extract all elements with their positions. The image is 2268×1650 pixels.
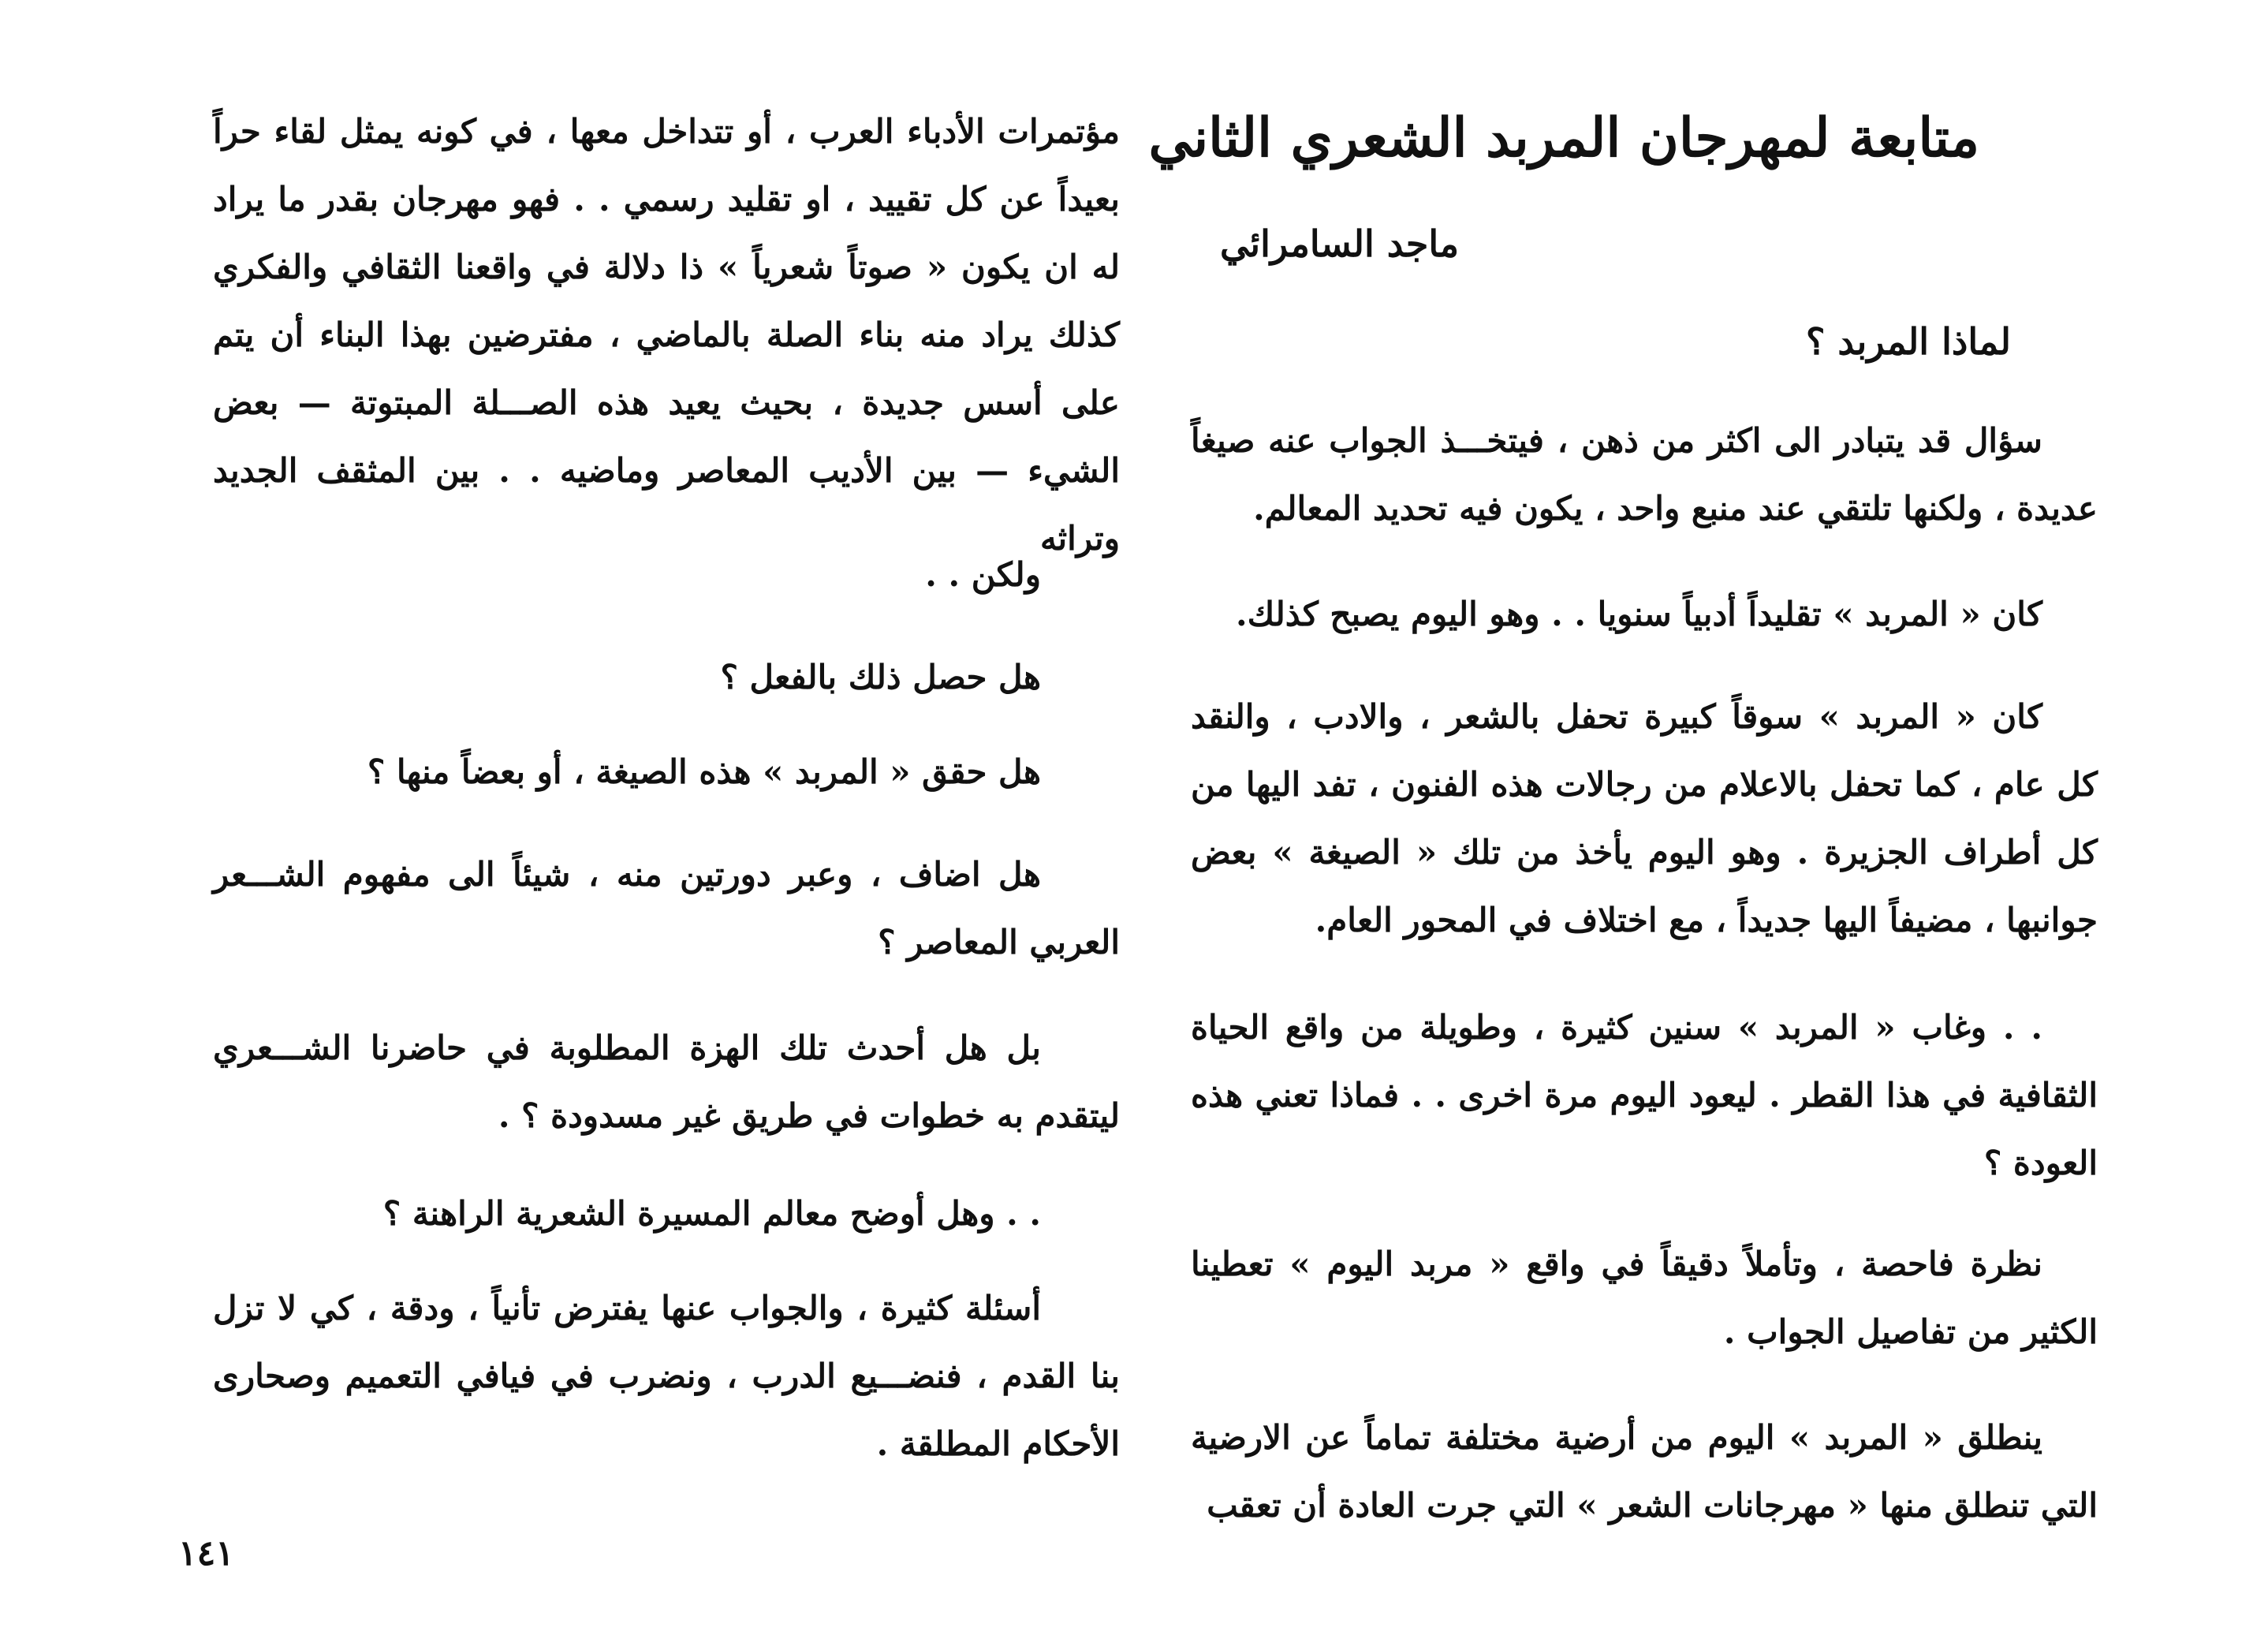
article-title: متابعة لمهرجان المربد الشعري الثاني [1148,106,1979,170]
page-number: ١٤١ [178,1533,234,1573]
paragraph: . . وغاب « المربد » سنين كثيرة ، وطويلة من واقع الحياة الثقافية في هذا القطر . ليعود اليوم مرة اخرى . . فماذا تعني هذه العودة ؟ [1191,1008,2098,1182]
paragraph: كان « المربد » سوقاً كبيرة تحفل بالشعر ، والادب ، والنقد كل عام ، كما تحفل بالاعلام من رجالات هذه الفنون ، تفد اليها من كل أطراف الجزيرة . وهو اليوم يأخذ من تلك « الصيغة » بعض جوانبها ، مضيفاً اليها جديداً ، مع اختلاف في المحور العام. [1191,697,2098,939]
paragraph: هل حصل ذلك بالفعل ؟ [720,658,1041,696]
paragraph: هل اضاف ، وعبر دورتين منه ، شيئاً الى مفهوم الشـــعر العربي المعاصر ؟ [213,855,1120,961]
paragraph: ينطلق « المربد » اليوم من أرضية مختلفة تماماً عن الارضية التي تنطلق منها « مهرجانات الشعر » التي جرت العادة أن تعقب [1191,1418,2098,1525]
paragraph: هل حقق « المربد » هذه الصيغة ، أو بعضاً منها ؟ [367,752,1041,791]
paragraph: كان « المربد » تقليداً أدبياً سنويا . . وهو اليوم يصبح كذلك. [1235,595,2042,633]
paragraph: . . وهل أوضح معالم المسيرة الشعرية الراهنة ؟ [382,1194,1041,1233]
author-name: ماجد السامرائي [1219,222,1459,265]
paragraph: ولكن . . [925,555,1041,594]
paragraph: سؤال قد يتبادر الى اكثر من ذهن ، فيتخـــذ الجواب عنه صيغاً عديدة ، ولكنها تلتقي عند منبع واحد ، يكون فيه تحديد المعالم. [1191,421,2098,528]
paragraph: مؤتمرات الأدباء العرب ، أو تتداخل معها ، في كونه يمثل لقاء حراً بعيداً عن كل تقييد ، او تقليد رسمي . . فهو مهرجان بقدر ما يراد له ان يكون « صوتاً شعرياً » ذا دلالة في واقعنا الثقافي والفكري كذلك يراد منه بناء الصلة بالماضي ، مفترضين بهذا البناء أن يتم على أسس جديدة ، بحيث يعيد هذه الصـــلة المبتوتة — بعض الشيء — بين الأديب المعاصر وماضيه . . بين المثقف الجديد وتراثه [213,112,1120,558]
section-heading: لماذا المربد ؟ [1805,320,2011,363]
paragraph: أسئلة كثيرة ، والجواب عنها يفترض تأنياً ، ودقة ، كي لا تزل بنا القدم ، فنضـــيع الدرب ، ونضرب في فيافي التعميم وصحارى الأحكام المطلقة . [213,1289,1120,1463]
paragraph: بل هل أحدث تلك الهزة المطلوبة في حاضرنا الشـــعري ليتقدم به خطوات في طريق غير مسدودة ؟ . [213,1028,1120,1135]
paragraph: نظرة فاحصة ، وتأملاً دقيقاً في واقع « مربد اليوم » تعطينا الكثير من تفاصيل الجواب . [1191,1245,2098,1351]
